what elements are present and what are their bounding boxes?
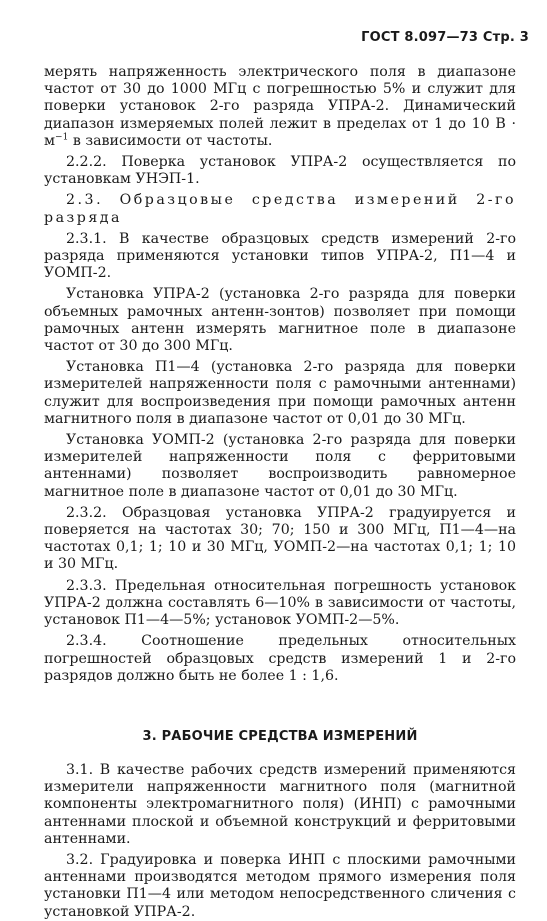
page-content: [44, 64, 516, 921]
paragraph-p1-4: Установка П1—4 (установка 2-го разряда для поверки измерителей напряженности поля с рамочными антеннами) служит для воспроизведения при помощи рамочных антенн магнитного поля в диапазоне частот от 0,01 до 30 МГц.: [44, 359, 516, 427]
paragraph-2-3-2: 2.3.2. Образцовая установка УПРА-2 градуируется и поверяется на частотах 30; 70; 150 и 300 МГц, П1—4—на частотах 0,1; 1; 10 и 30 МГц, УОМП-2—на частотах 0,1; 1; 10 и 30 МГц.: [44, 504, 516, 573]
paragraph-uomp2: Установка УОМП-2 (установка 2-го разряда для поверки измерителей напряженности поля с ферритовыми антеннами) позволяет воспроизводить равномерное магнитное поле в диапазоне частот от 0,01 до 30 МГц.: [44, 432, 516, 500]
paragraph-3-1: 3.1. В качестве рабочих средств измерений применяются измерители напряженности магнитного поля (магнитной компоненты электромагнитного поля) (ИНП) с рамочными антеннами плоской и объемной конструкций и ферритовыми антеннами.: [44, 761, 516, 847]
paragraph-2-2-2: 2.2.2. Поверка установок УПРА-2 осуществляется по установкам УНЭП-1.: [44, 154, 516, 188]
section-3-title: 3. РАБОЧИЕ СРЕДСТВА ИЗМЕРЕНИЙ: [142, 728, 418, 744]
paragraph-intro-tail: в зависимости от частоты.: [68, 132, 273, 149]
page-header: ГОСТ 8.097—73 Стр. 3: [361, 30, 529, 45]
paragraph-intro: [44, 64, 516, 150]
paragraph-2-3-1: 2.3.1. В качестве образцовых средств измерений 2-го разряда применяются установки типов УПРА-2, П1—4 и УОМП-2.: [44, 230, 516, 282]
paragraph-2-3-4: 2.3.4. Соотношение предельных относительных погрешностей образцовых средств измерений 1 и 2-го разрядов должно быть не более 1 : 1,6.: [44, 633, 516, 684]
paragraph-upra2: Установка УПРА-2 (установка 2-го разряда для поверки объемных рамочных антенн-зонтов) позволяет при помощи рамочных антенн измерять магнитное поле в диапазоне частот от 30 до 300 МГц.: [44, 286, 516, 355]
paragraph-2-3-heading: 2.3. Образцовые средства измерений 2-го разряда: [44, 192, 516, 226]
unit-exponent: −1: [55, 132, 69, 143]
paragraph-3-2: 3.2. Градуировка и поверка ИНП с плоскими рамочными антеннами производятся методом прямого измерения поля установки П1—4 или методом непосредственного сличения с установкой УПРА-2.: [44, 851, 516, 920]
paragraph-intro-text: мерять напряженность электрического поля в диапазоне частот от 30 до 1000 МГц с погрешностью 5% и служит для поверки установок 2-го разряда УПРА-2. Динамический диапазон измеряемых полей лежит в пределах от 1 до 10 В · м: [44, 64, 516, 149]
paragraph-2-3-3: 2.3.3. Предельная относительная погрешность установок УПРА-2 должна составлять 6—10% в зависимости от частоты, установок П1—4—5%; установок УОМП-2—5%.: [44, 577, 516, 629]
